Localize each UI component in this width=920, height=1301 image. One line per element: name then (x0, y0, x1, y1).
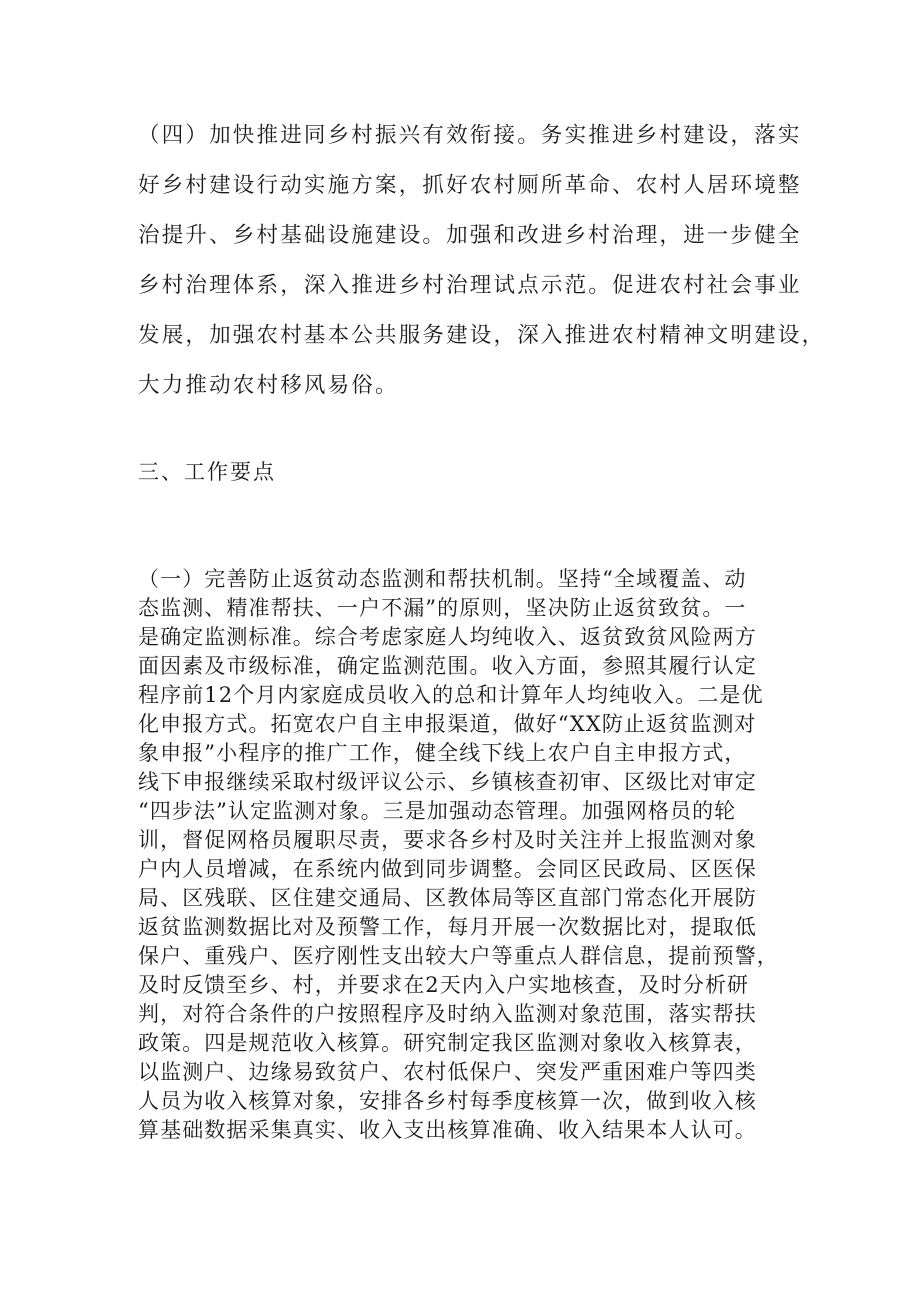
paragraph-line: 以监测户、边缘易致贫户、农村低保户、突发严重困难户等四类 (138, 1060, 757, 1084)
paragraph-line: 是确定监测标准。综合考虑家庭人均纯收入、返贫致贫风险两方 (138, 625, 757, 649)
paragraph-line: 训，督促网格员履职尽责，要求各乡村及时关注并上报监测对象 (138, 828, 757, 852)
paragraph-line: 好乡村建设行动实施方案，抓好农村厕所革命、农村人居环境整 (138, 173, 802, 198)
paragraph-line: “四步法”认定监测对象。三是加强动态管理。加强网格员的轮 (138, 799, 737, 823)
paragraph-line: 程序前12个月内家庭成员收入的总和计算年人均纯收入。二是优 (138, 683, 764, 707)
paragraph-line: （四）加快推进同乡村振兴有效衔接。务实推进乡村建设，落实 (138, 123, 802, 148)
paragraph-line: 判，对符合条件的户按照程序及时纳入监测对象范围，落实帮扶 (138, 1002, 757, 1026)
paragraph-line: 乡村治理体系，深入推进乡村治理试点示范。促进农村社会事业 (138, 273, 802, 298)
paragraph-line: 算基础数据采集真实、收入支出核算准确、收入结果本人认可。 (138, 1118, 757, 1142)
paragraph-line: 治提升、乡村基础设施建设。加强和改进乡村治理，进一步健全 (138, 223, 802, 248)
paragraph-line: 线下申报继续采取村级评议公示、乡镇核查初审、区级比对审定 (138, 770, 757, 794)
paragraph-line: 发展，加强农村基本公共服务建设，深入推进农村精神文明建设， (138, 323, 826, 348)
paragraph-line: 态监测、精准帮扶、一户不漏”的原则，坚决防止返贫致贫。一 (138, 596, 747, 620)
paragraph-line: 局、区残联、区住建交通局、区教体局等区直部门常态化开展防 (138, 886, 757, 910)
paragraph-line: 人员为收入核算对象，安排各乡村每季度核算一次，做到收入核 (138, 1089, 757, 1113)
section-heading: 三、工作要点 (138, 460, 276, 484)
paragraph-line: 户内人员增减，在系统内做到同步调整。会同区民政局、区医保 (138, 857, 757, 881)
paragraph-line: 面因素及市级标准，确定监测范围。收入方面，参照其履行认定 (138, 654, 757, 678)
paragraph-line: 政策。四是规范收入核算。研究制定我区监测对象收入核算表， (138, 1031, 757, 1055)
paragraph-line: （一）完善防止返贫动态监测和帮扶机制。坚持“全域覆盖、动 (138, 567, 747, 591)
paragraph-line: 及时反馈至乡、村，并要求在2天内入户实地核查，及时分析研 (138, 973, 750, 997)
paragraph-line: 返贫监测数据比对及预警工作，每月开展一次数据比对，提取低 (138, 915, 757, 939)
paragraph-line: 保户、重残户、医疗刚性支出较大户等重点人群信息，提前预警， (138, 944, 779, 968)
paragraph-line: 象申报”小程序的推广工作，健全线下线上农户自主申报方式， (138, 741, 747, 765)
paragraph-line: 化申报方式。拓宽农户自主申报渠道，做好“XX防止返贫监测对 (138, 712, 757, 736)
paragraph-line: 大力推动农村移风易俗。 (138, 373, 399, 398)
